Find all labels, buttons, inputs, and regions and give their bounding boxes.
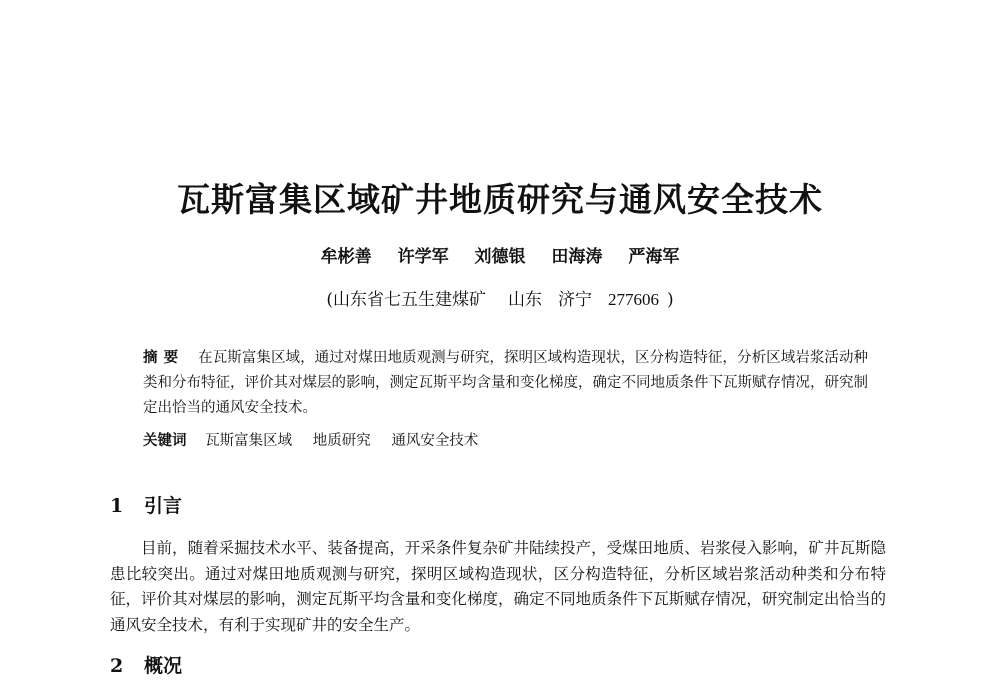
abstract-label: 摘要: [143, 349, 185, 366]
paper-title: 瓦斯富集区域矿井地质研究与通风安全技术: [177, 180, 823, 219]
author-list: [0, 244, 1000, 270]
affiliation-city: 济宁: [558, 290, 592, 310]
section-number: 1: [110, 495, 124, 517]
section-title: 引言: [144, 495, 183, 517]
affiliation-open-paren: (: [326, 290, 333, 310]
section-number: 2: [110, 655, 124, 677]
section-heading-introduction: [110, 492, 182, 520]
affiliation: [0, 287, 1000, 313]
keyword: 地质研究: [312, 433, 371, 449]
abstract-text: 在瓦斯富集区域，通过对煤田地质观测与研究，探明区域构造现状，区分构造特征，分析区域岩浆活动种类和分布特征，评价其对煤层的影响，测定瓦斯平均含量和变化梯度，确定不同地质条件下瓦斯赋存情况，研究制定出恰当的通风安全技术。: [143, 350, 869, 416]
keyword: 瓦斯富集区域: [205, 433, 293, 449]
author-name: 严海军: [628, 247, 680, 267]
affiliation-postcode: 277606: [608, 290, 659, 309]
affiliation-unit: 山东省七五生建煤矿: [333, 290, 486, 310]
section-heading-overview: [110, 652, 182, 680]
affiliation-province: 山东: [508, 290, 542, 310]
keywords: [143, 428, 868, 454]
section-title: 概况: [144, 655, 183, 677]
author-name: 牟彬善: [320, 247, 372, 267]
author-name: 刘德银: [474, 247, 526, 267]
keywords-label: 关键词: [143, 432, 187, 449]
affiliation-close-paren: ): [667, 290, 674, 310]
keyword: 通风安全技术: [391, 433, 479, 449]
abstract: [143, 345, 868, 421]
author-name: 田海涛: [551, 247, 603, 267]
author-name: 许学军: [397, 247, 449, 267]
introduction-paragraph: 目前，随着采掘技术水平、装备提高，开采条件复杂矿井陆续投产，受煤田地质、岩浆侵入影响，矿井瓦斯隐患比较突出。通过对煤田地质观测与研究，探明区域构造现状，区分构造特征，分析区域岩浆活动种类和分布特征，评价其对煤层的影响，测定瓦斯平均含量和变化梯度，确定不同地质条件下瓦斯赋存情况，研究制定出恰当的通风安全技术，有利于实现矿井的安全生产。: [110, 539, 886, 634]
